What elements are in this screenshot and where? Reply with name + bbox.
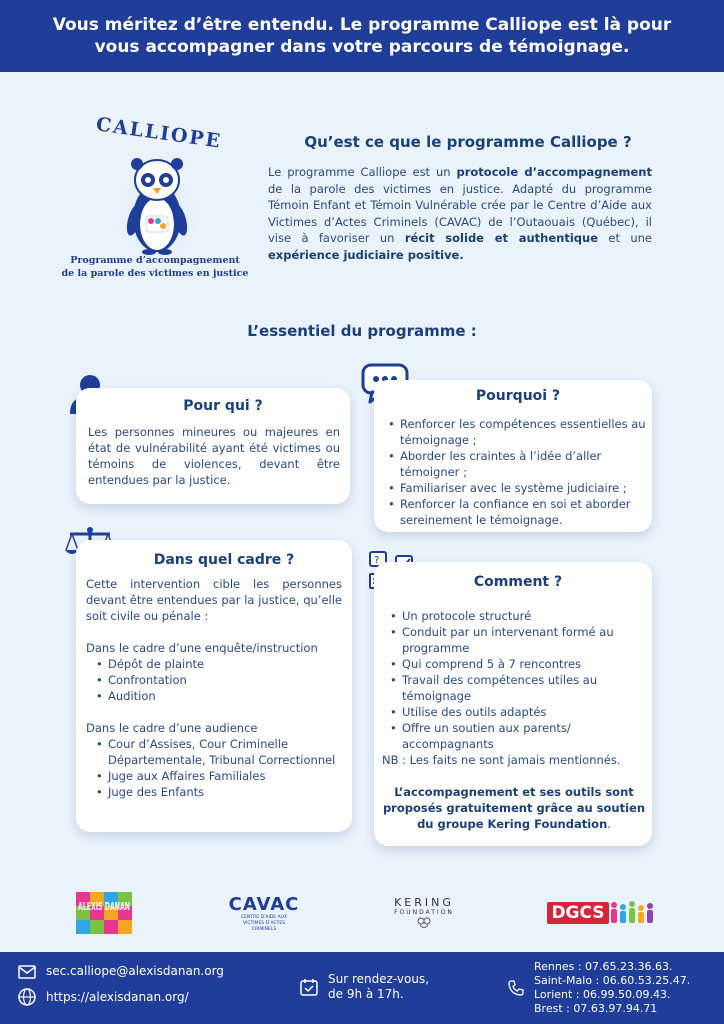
list-item: • Juge des Enfants [94, 784, 342, 800]
list-item: • Un protocole structuré [388, 608, 646, 624]
footer-email[interactable] [18, 964, 224, 979]
hours-text: Sur rendez-vous, de 9h à 17h. [328, 972, 430, 1001]
card-body [86, 576, 342, 800]
list-item: • Utilise des outils adaptés [388, 704, 646, 720]
list-item: • Confrontation [94, 672, 342, 688]
card-comment [374, 562, 652, 846]
list-item: • Offre un soutien aux parents/ accompagnants [388, 720, 646, 752]
calendar-check-icon [300, 978, 318, 996]
alexis-danan-logo [72, 886, 136, 940]
phone-number[interactable]: Lorient : 06.99.50.09.43. [534, 988, 671, 1001]
card-title: Pourquoi ? [475, 388, 561, 404]
card-title: Pour qui ? [183, 398, 263, 414]
intro-title: Qu’est ce que le programme Calliope ? [304, 133, 632, 151]
calliope-logo [61, 113, 249, 288]
list-item: • Travail des compétences utiles au témoignage [388, 672, 646, 704]
footer-hours [300, 972, 429, 1002]
section-label: Dans le cadre d’une audience [86, 721, 258, 735]
list-item: • Familiariser avec le système judiciaire ; [386, 480, 646, 496]
card-title: Dans quel cadre ? [153, 552, 295, 568]
list-item: • Aborder les craintes à l’idée d’aller témoigner ; [386, 448, 646, 480]
phone-number[interactable]: Brest : 07.63.97.94.71 [534, 1002, 658, 1015]
cavac-logo: CAVAC CENTRE D’AIDE AUX VICTIMES D’ACTES CRIMINELS [228, 893, 300, 932]
card-dans-quel-cadre [76, 540, 352, 832]
enquete-list [94, 656, 342, 704]
svg-text:ALEXIS DANAN: ALEXIS DANAN [78, 900, 130, 913]
phones-list [534, 960, 690, 1016]
list-item: • Juge aux Affaires Familiales [94, 768, 342, 784]
footer-website[interactable] [18, 988, 189, 1006]
phone-number[interactable]: Rennes : 07.65.23.36.63. [534, 960, 673, 973]
logo-name: CALLIOPE [94, 113, 224, 153]
intro-text: Le programme Calliope est un protocole d’accompagnement de la parole des victimes en justice. Adapté du programme Témoin Enfant et Témoin Vulnérable crée par le Centre d’Aide aux Victimes d’Actes Criminels (CAVAC) de l’Outaouais (Québec), il vise à favoriser un récit solide et authentique et une expérience judiciaire positive. [268, 165, 652, 262]
list-item: • Audition [94, 688, 342, 704]
card-lead: Cette intervention cible les personnes devant être entendues par la justice, qu’elle soit civile ou pénale : [86, 577, 342, 623]
card-title: Comment ? [473, 574, 563, 590]
dgcs-logo: DGCS [546, 886, 656, 940]
partner-logos [0, 886, 724, 940]
email-link[interactable]: sec.calliope@alexisdanan.org [46, 964, 224, 978]
card-text: Les personnes mineures ou majeures en état de vulnérabilité ayant été victimes ou témoins de violences, devant être entendues par la justice. [88, 425, 340, 487]
audience-list [94, 736, 342, 800]
logo-subtitle: Programme d’accompagnement de la parole des victimes en justice [61, 255, 249, 279]
list-item: • Conduit par un intervenant formé au programme [388, 624, 646, 656]
header-banner [0, 0, 724, 72]
funding-note: L’accompagnement et ses outils sont proposés gratuitement grâce au soutien du groupe Kering Foundation. [382, 785, 646, 831]
phone-icon [508, 980, 524, 996]
footer-phones [508, 960, 690, 1016]
nb-note: NB : Les faits ne sont jamais mentionnés. [382, 753, 621, 767]
list-item: • Renforcer la confiance en soi et aborder sereinement le témoignage. [386, 496, 646, 528]
pourquoi-list [386, 416, 646, 528]
list-item: • Qui comprend 5 à 7 rencontres [388, 656, 646, 672]
globe-icon [18, 988, 36, 1006]
mail-icon [18, 965, 36, 979]
card-pourquoi [374, 380, 652, 532]
section-title-essentiel: L’essentiel du programme : [247, 322, 477, 340]
list-item: • Cour d’Assises, Cour Criminelle Départementale, Tribunal Correctionnel [94, 736, 342, 768]
website-link[interactable]: https://alexisdanan.org/ [46, 989, 189, 1004]
footer [0, 952, 724, 1024]
penguin-mascot-icon [112, 148, 202, 268]
card-body [382, 608, 646, 832]
list-item: • Dépôt de plainte [94, 656, 342, 672]
page-title: Vous méritez d’être entendu. Le programme Calliope est là pour vous accompagner dans votre parcours de témoignage. [52, 15, 672, 57]
kering-owl-icon [417, 916, 431, 930]
card-pour-qui [76, 388, 350, 504]
comment-list [388, 608, 646, 752]
phone-number[interactable]: Saint-Malo : 06.60.53.25.47. [534, 974, 691, 987]
list-item: • Renforcer les compétences essentielles au témoignage ; [386, 416, 646, 448]
section-label: Dans le cadre d’une enquête/instruction [86, 641, 318, 655]
svg-text:?: ? [374, 555, 380, 566]
kering-foundation-logo: KERING FOUNDATION [386, 886, 462, 940]
family-people-icon [609, 898, 655, 928]
